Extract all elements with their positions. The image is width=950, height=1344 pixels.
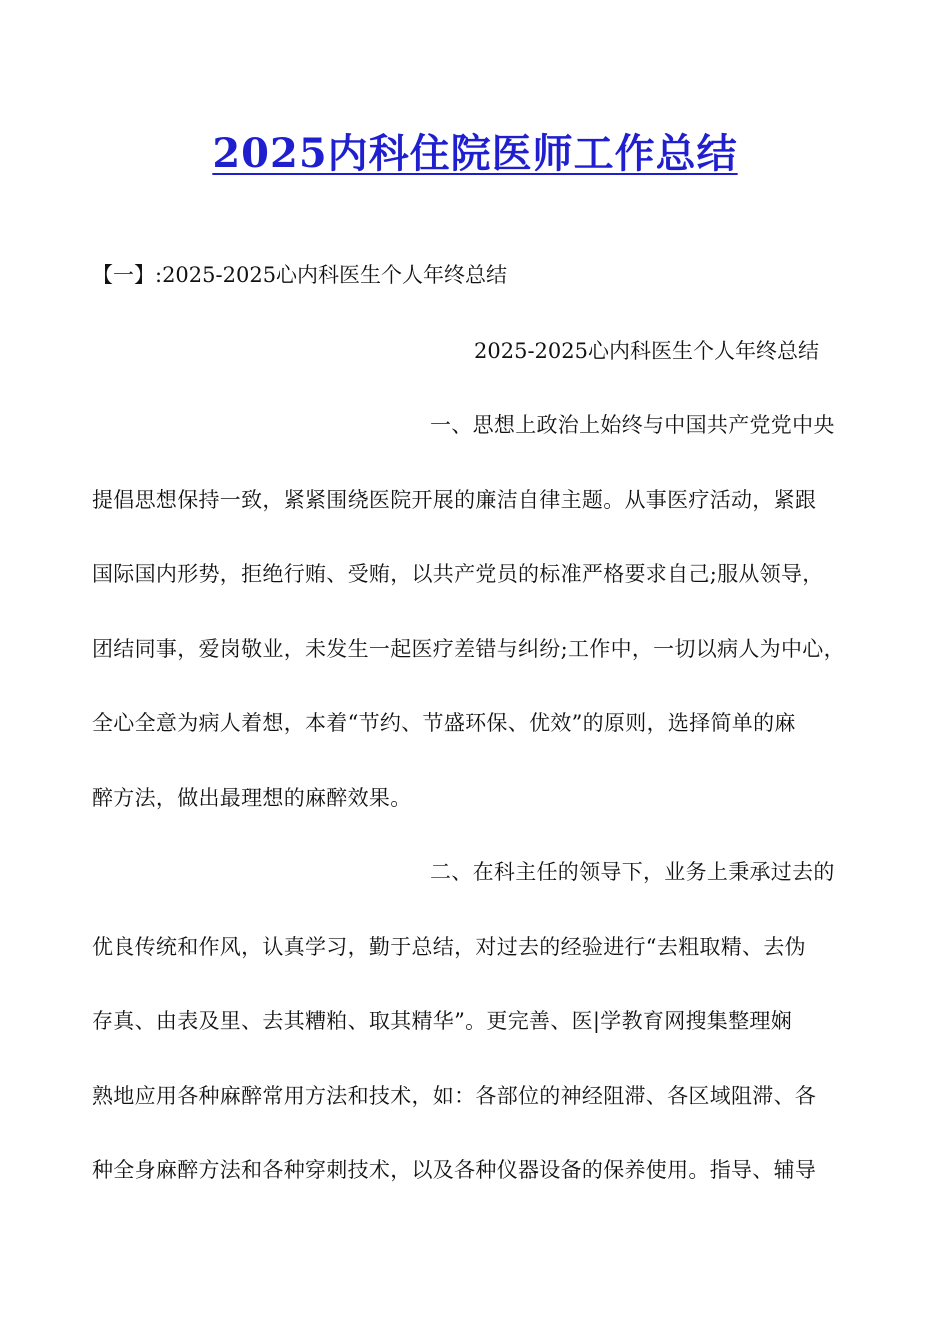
paragraph-line-4: 团结同事，爱岗敬业，未发生一起医疗差错与纠纷;工作中，一切以病人为中心， bbox=[92, 637, 845, 661]
paragraph-line-2: 提倡思想保持一致，紧紧围绕医院开展的廉洁自律主题。从事医疗活动，紧跟 bbox=[92, 488, 817, 512]
paragraph-line-9: 存真、由表及里、去其糟粕、取其精华”。更完善、医|学教育网搜集整理娴 bbox=[92, 1009, 793, 1033]
paragraph-line-11: 种全身麻醉方法和各种穿刺技术，以及各种仪器设备的保养使用。指导、辅导 bbox=[92, 1158, 817, 1182]
paragraph-line-5: 全心全意为病人着想，本着“节约、节盛环保、优效”的原则，选择简单的麻 bbox=[92, 711, 796, 735]
title-link[interactable]: 2025内科住院医师工作总结 bbox=[212, 130, 738, 177]
paragraph-line-1: 一、思想上政治上始终与中国共产党党中央 bbox=[430, 413, 835, 437]
paragraph-line-10: 熟地应用各种麻醉常用方法和技术，如：各部位的神经阻滞、各区域阻滞、各 bbox=[92, 1084, 817, 1108]
document-subtitle: 2025-2025心内科医生个人年终总结 bbox=[474, 339, 819, 363]
paragraph-line-6: 醉方法，做出最理想的麻醉效果。 bbox=[92, 786, 412, 810]
paragraph-line-7: 二、在科主任的领导下，业务上秉承过去的 bbox=[430, 860, 835, 884]
paragraph-line-3: 国际国内形势，拒绝行贿、受贿，以共产党员的标准严格要求自己;服从领导， bbox=[92, 562, 824, 586]
section-heading: 【一】:2025-2025心内科医生个人年终总结 bbox=[92, 263, 508, 287]
paragraph-line-8: 优良传统和作风，认真学习，勤于总结，对过去的经验进行“去粗取精、去伪 bbox=[92, 935, 806, 959]
document-title bbox=[0, 128, 950, 180]
